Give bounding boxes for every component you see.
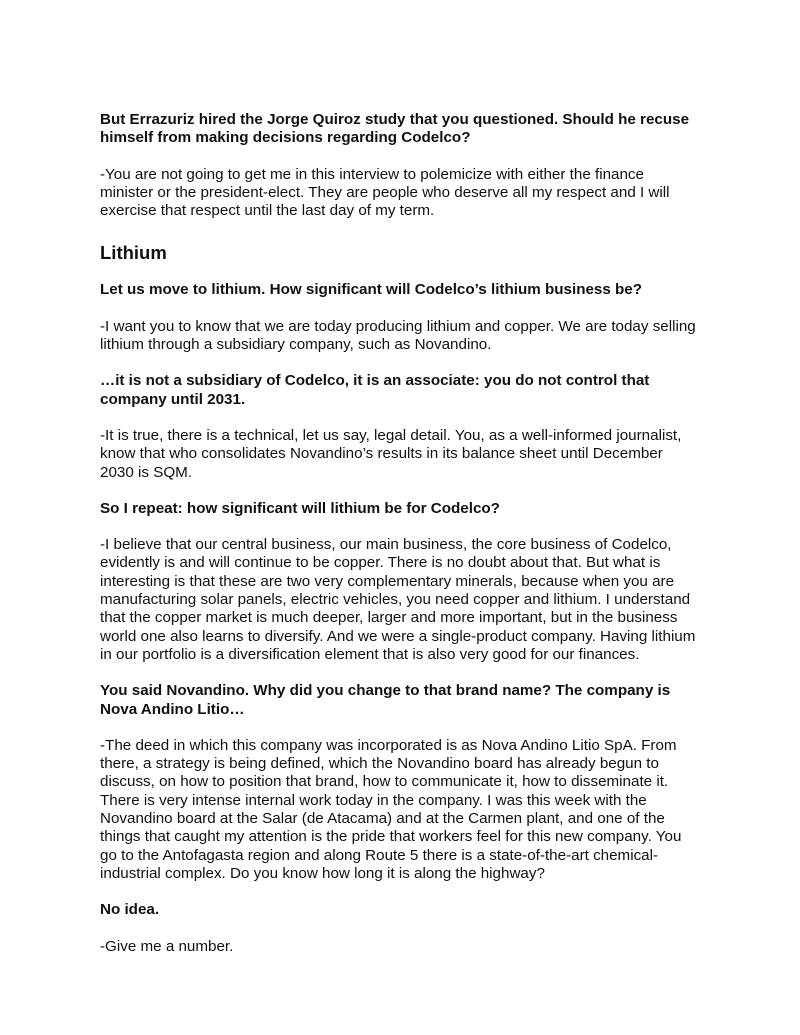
answer-technical-detail: -It is true, there is a technical, let us say, legal detail. You, as a well-informed journalist, know that who consolidates Novandino’s results in its balance sheet until December 2030 is SQM. xyxy=(100,426,682,481)
answer-core-business-copper: -I believe that our central business, our main business, the core business of Codelco, evidently is and will continue to be copper. There is no doubt about that. But what is interesting is that these are two very complementary minerals, because when you are manufacturing solar panels, electric vehicles, you need copper and lithium. I understand that the copper market is much deeper, larger and more important, but in the business world one also learns to diversify. And we were a single-product company. Having lithium in our portfolio is a diversification element that is also very good for our finances. xyxy=(100,536,696,663)
question-lithium-significance: Let us move to lithium. How significant will Codelco’s lithium business be? xyxy=(100,281,643,299)
question-no-idea: No idea. xyxy=(100,901,160,919)
answer-no-polemicize: -You are not going to get me in this interview to polemicize with either the finance minister or the president-elect. They are people who deserve all my respect and I will exercise that respect until the last day of my term. xyxy=(100,165,670,220)
question-repeat-significance: So I repeat: how significant will lithium be for Codelco? xyxy=(100,499,500,517)
question-errazuriz-recuse: But Errazuriz hired the Jorge Quiroz study that you questioned. Should he recuse himself from making decisions regarding Codelco? xyxy=(100,111,690,147)
answer-producing-lithium: -I want you to know that we are today producing lithium and copper. We are today selling lithium through a subsidiary company, such as Novandino. xyxy=(100,317,696,354)
question-brand-name: You said Novandino. Why did you change to that brand name? The company is Nova Andino Litio… xyxy=(100,682,671,718)
question-not-subsidiary: …it is not a subsidiary of Codelco, it is an associate: you do not control that company until 2031. xyxy=(100,372,650,408)
answer-give-number: -Give me a number. xyxy=(100,937,234,955)
answer-deed-incorporation: -The deed in which this company was incorporated is as Nova Andino Litio SpA. From there, a strategy is being defined, which the Novandino board has already begun to discuss, on how to position that brand, how to communicate it, how to disseminate it. There is very intense internal work today in the company. I was this week with the Novandino board at the Salar (de Atacama) and at the Carmen plant, and one of the things that caught my attention is the pride that workers feel for this new company. You go to the Antofagasta region and along Route 5 there is a state-of-the-art chemical-industrial complex. Do you know how long it is along the highway? xyxy=(100,736,682,882)
section-heading-lithium: Lithium xyxy=(100,242,167,264)
document-page xyxy=(100,111,700,956)
